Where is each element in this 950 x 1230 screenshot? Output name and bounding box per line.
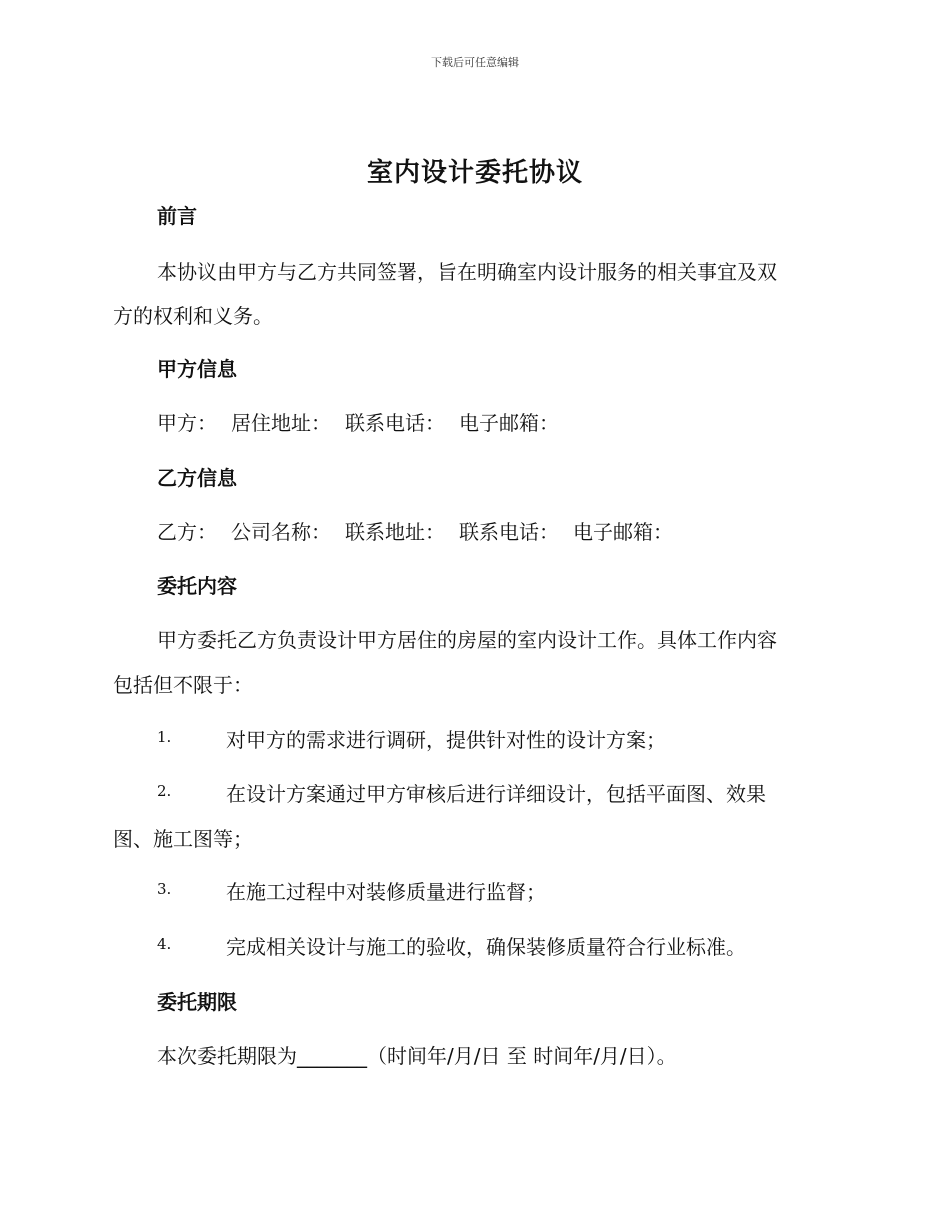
list-item-text: 在施工过程中对装修质量进行监督； — [226, 880, 546, 904]
preface-line-1: 本协议由甲方与乙方共同签署，旨在明确室内设计服务的相关事宜及双 — [157, 260, 777, 284]
list-item-text: 对甲方的需求进行调研，提供针对性的设计方案； — [226, 728, 666, 752]
list-item-number: 4. — [157, 935, 172, 953]
list-item-continuation: 图、施工图等； — [113, 827, 253, 851]
party-b-name-label: 乙方： — [157, 520, 217, 544]
list-item-number: 2. — [157, 782, 172, 800]
party-a-email-label: 电子邮箱： — [459, 411, 559, 435]
preface-line-2: 方的权利和义务。 — [113, 304, 273, 328]
list-item-text: 在设计方案通过甲方审核后进行详细设计，包括平面图、效果 — [226, 782, 766, 806]
party-b-company-label: 公司名称： — [231, 520, 331, 544]
party-a-address-label: 居住地址： — [231, 411, 331, 435]
list-item-text: 完成相关设计与施工的验收，确保装修质量符合行业标准。 — [226, 935, 746, 959]
party-a-name-label: 甲方： — [157, 411, 217, 435]
term-line: 本次委托期限为_______（时间年/月/日 至 时间年/月/日）。 — [157, 1044, 677, 1068]
scope-line-2: 包括但不限于： — [113, 673, 253, 697]
section-heading-term: 委托期限 — [157, 990, 237, 1014]
party-a-fields — [157, 407, 573, 436]
list-item-number: 1. — [157, 728, 172, 746]
party-b-phone-label: 联系电话： — [459, 520, 559, 544]
document-title: 室内设计委托协议 — [366, 158, 583, 188]
party-a-phone-label: 联系电话： — [345, 411, 445, 435]
section-heading-party-a: 甲方信息 — [157, 357, 237, 381]
party-b-email-label: 电子邮箱： — [573, 520, 673, 544]
page-header-note: 下载后可任意编辑 — [431, 56, 519, 69]
section-heading-scope: 委托内容 — [157, 574, 237, 598]
party-b-address-label: 联系地址： — [345, 520, 445, 544]
party-b-fields — [157, 516, 687, 545]
section-heading-party-b: 乙方信息 — [157, 466, 237, 490]
section-heading-preface: 前言 — [157, 204, 197, 228]
scope-line-1: 甲方委托乙方负责设计甲方居住的房屋的室内设计工作。具体工作内容 — [157, 628, 777, 652]
list-item-number: 3. — [157, 880, 172, 898]
